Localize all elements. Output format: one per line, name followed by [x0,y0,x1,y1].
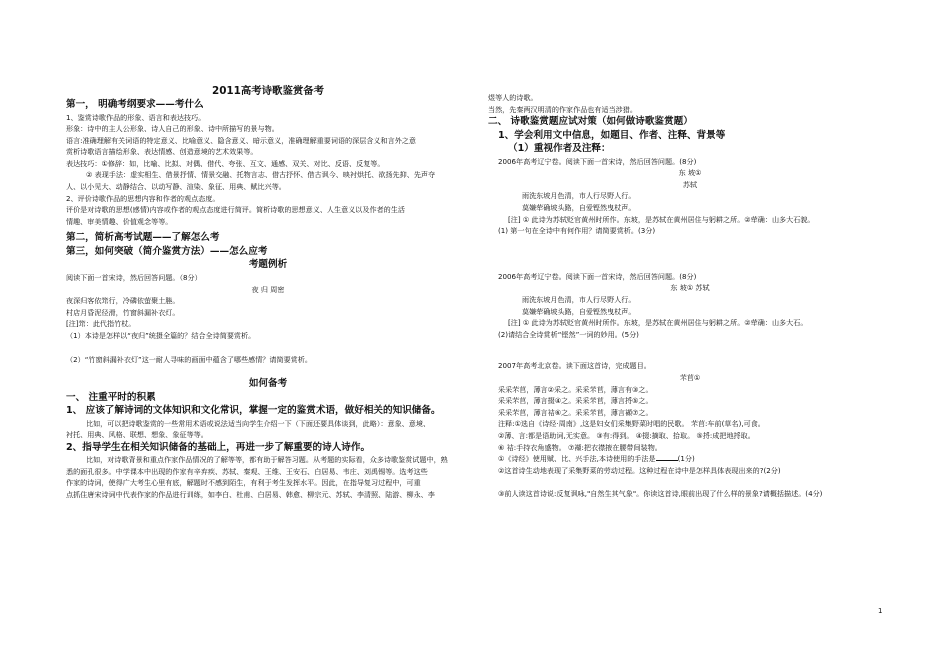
prep-subheading-1: 1、 应该了解诗词的文体知识和文化常识，掌握一定的鉴赏术语，做好相关的知识储备。 [66,405,441,417]
text-line: 形象：诗中的主人公形象、诗人自己的形象、诗中所描写的景与物。 [66,124,279,134]
example-3-question-3: ③前人读这首诗说:反复讽咏,"自然生其气象"。你读这首诗,眼前出现了什么样的景象?请概括描述。(4分) [498,489,823,499]
right-column [488,92,892,500]
poem-line: 莫嫌荦确坡头路，自爱铿然曳杖声。 [522,203,636,213]
question-1: （1）本诗是怎样以“夜归”统摄全篇的？结合全诗简要赏析。 [66,330,256,340]
page-number: 1 [878,607,883,615]
text-line: 比如，可以把诗歌鉴赏的一些常用术语或说法适当向学生介绍一下（下面还要具体谈到，此略）：意象、意境、 [86,418,431,428]
example-1-poem-title: 东 坡① [678,168,702,178]
example-2-prompt: 2006年高考辽宁卷。阅读下面一首宋诗，然后回答问题。(8分) [498,271,697,281]
text-line: 人、以小见大、动静结合、以动写静、渲染、象征、用典、赋比兴等。 [66,182,286,192]
text-line: 赏析诗歌语言描绘形象、表达情感、创造意境的艺术效果等。 [66,147,258,157]
text-line: 悉的面孔很多。中学课本中出现的作家有辛弃疾、苏轼、秦观、王维、王安石、白居易、韦庄、刘禹锡等。选考这些 [66,466,428,476]
section-2-heading: 第二，简析高考试题——了解怎么考 [66,232,220,244]
strategy-subheading-1-1: （1）重视作者及注释： [508,143,611,155]
example-2-question: (2)请结合全诗赏析“铿然”一词的妙用。(5分) [498,329,639,339]
poem-line: 莫嫌荦确坡头路，自爱铿然曳杖声。 [522,306,636,316]
text-line: 作家的诗词，使得广大考生心里有底，解题时不感到陌生，有利于考生发挥水平。因此，在指导复习过程中，可重 [66,478,421,488]
example-2-note: [注] ① 此诗为苏轼贬官黄州时所作。东坡，是苏轼在黄州居住与躬耕之所。②荦确：山多大石。 [508,318,808,328]
left-column [66,84,470,501]
question-2: （2）“竹窗斜漏补衣灯”这一耐人寻味的画面中蕴含了哪些感情？请简要赏析。 [66,354,312,364]
text-line: 比如，对诗歌背景和重点作家作品情况的了解等等，都有助于解答习题。从考题的实际看，众多诗歌鉴赏试题中，熟 [86,455,448,465]
example-2-poem-title: 东 坡① 苏轼 [670,283,710,293]
example-3-note: 注释:①选自《诗经·周南》,这是妇女们采集野菜时唱的民歌。 芣苢:车前(草名),可食。 [498,419,765,429]
poem-line: 村店月昏泥径滑，竹窗斜漏补衣灯。 [66,307,180,317]
section-1-heading: 第一， 明确考纲要求——考什么 [66,99,204,110]
example-1-author: 苏轼 [682,179,698,189]
poem-title: 夜 归 周密 [251,284,285,294]
poem-line: 夜深归客依筇行，冷磷依萤聚土塍。 [66,296,180,306]
poem-line: 雨洗东坡月色清，市人行尽野人行。 [522,295,636,305]
text-line: 点抓住唐宋诗词中代表作家的作品进行训练，如李白、杜甫、白居易、韩愈、柳宗元、苏轼、李清照、陆游、柳永、李 [66,490,435,500]
example-3-poem-title: 芣苢① [679,373,701,382]
example-1-prompt: 2006年高考辽宁卷。阅读下面一首宋诗，然后回答问题。(8分) [498,156,697,166]
poem-line: 采采芣苢，薄言袺⑥之。采采芣苢，薄言襭⑦之。 [498,407,653,417]
prep-title: 如何备考 [248,378,288,390]
text-line: 2、评价诗歌作品的思想内容和作者的观点态度。 [66,193,220,203]
document-title: 2011高考诗歌鉴赏备考 [211,85,325,97]
strategy-subheading-1: 1、学会利用文中信息，如题目、作者、注释、背景等 [498,129,726,141]
example-3-note: ⑥ 袺:手持衣角盛物。 ⑦襭:把衣襟掖在腰带间装物。 [498,442,662,452]
example-1-note: [注] ① 此诗为苏轼贬官黄州时所作。东坡，是苏轼在黄州居住与躬耕之所。②荦确：山多大石貌。 [508,214,815,224]
text-line: 1、鉴赏诗歌作品的形象、语言和表达技巧。 [66,112,206,122]
section-3-heading: 第三，如何突破（简介鉴赏方法）——怎么应考 [66,245,268,257]
prep-section-1-heading: 一、 注重平时的积累 [66,391,156,403]
text-line: 语言:准确理解有关词语的特定意义、比喻意义、隐含意义、暗示意义，准确理解重要词语的深层含义和言外之意 [66,135,416,145]
example-3-question-1 [488,453,892,465]
poem-note: [注]筇：此代指竹杖。 [66,319,136,329]
question-text: ①《诗经》使用赋、比、兴手法,本诗使用的手法是 [498,454,656,464]
poem-line: 采采芣苢，薄言掇④之。采采芣苢，薄言捋⑤之。 [498,396,653,406]
answer-blank[interactable] [656,453,678,461]
text-line: 评价是对诗歌的思想(感情)内容或作者的观点态度进行简评。简析诗歌的思想意义、人生意义以及作者的生活 [66,205,405,215]
poem-line: 采采芣苢，薄言②采之。采采芣苢，薄言有③之。 [498,384,653,394]
example-3-question-2: ②这首诗生动地表现了采集野菜的劳动过程。这种过程在诗中是怎样具体表现出来的?(2分) [498,465,781,475]
example-3-note: ②薄、言:都是语助词,无实意。 ③有:得到。 ④掇:摘取、拾取。 ⑤捋:成把地捋取。 [498,430,755,440]
text-line: ② 表现手法：虚实相生、借景抒情、情景交融、托物言志、借古抒怀、借古讽今、映衬烘托、欲扬先抑、先声夺 [86,170,436,180]
strategy-heading: 二、 诗歌鉴赏题应试对策（如何做诗歌鉴赏题） [488,116,693,128]
text-line: 情趣、审美情趣、价值观念等等。 [66,216,173,226]
text-line: 表达技巧：①修辞：如，比喻、比拟、对偶、借代、夸张、互文、通感、双关、对比、反语、反复等。 [66,158,385,168]
example-3-prompt: 2007年高考北京卷。读下面这首诗，完成题目。 [498,361,651,371]
text-line: 当然，先秦两汉明清的作家作品也有适当涉猎。 [488,104,637,114]
question-score: (1分) [677,454,695,464]
example-1-question: (1) 第一句在全诗中有何作用？请简要赏析。(3分) [498,226,656,236]
example-prompt: 阅读下面一首宋诗，然后回答问题。（8分） [66,272,202,282]
text-line: 煜等人的诗歌。 [488,93,538,102]
text-line: 衬托、用典、风格、联想、想象、象征等等。 [66,430,208,440]
poem-line: 雨洗东坡月色清，市人行尽野人行。 [522,191,636,201]
example-title: 考题例析 [248,259,288,271]
prep-subheading-2: 2、指导学生在相关知识储备的基础上，再进一步了解重要的诗人诗作。 [66,441,371,453]
